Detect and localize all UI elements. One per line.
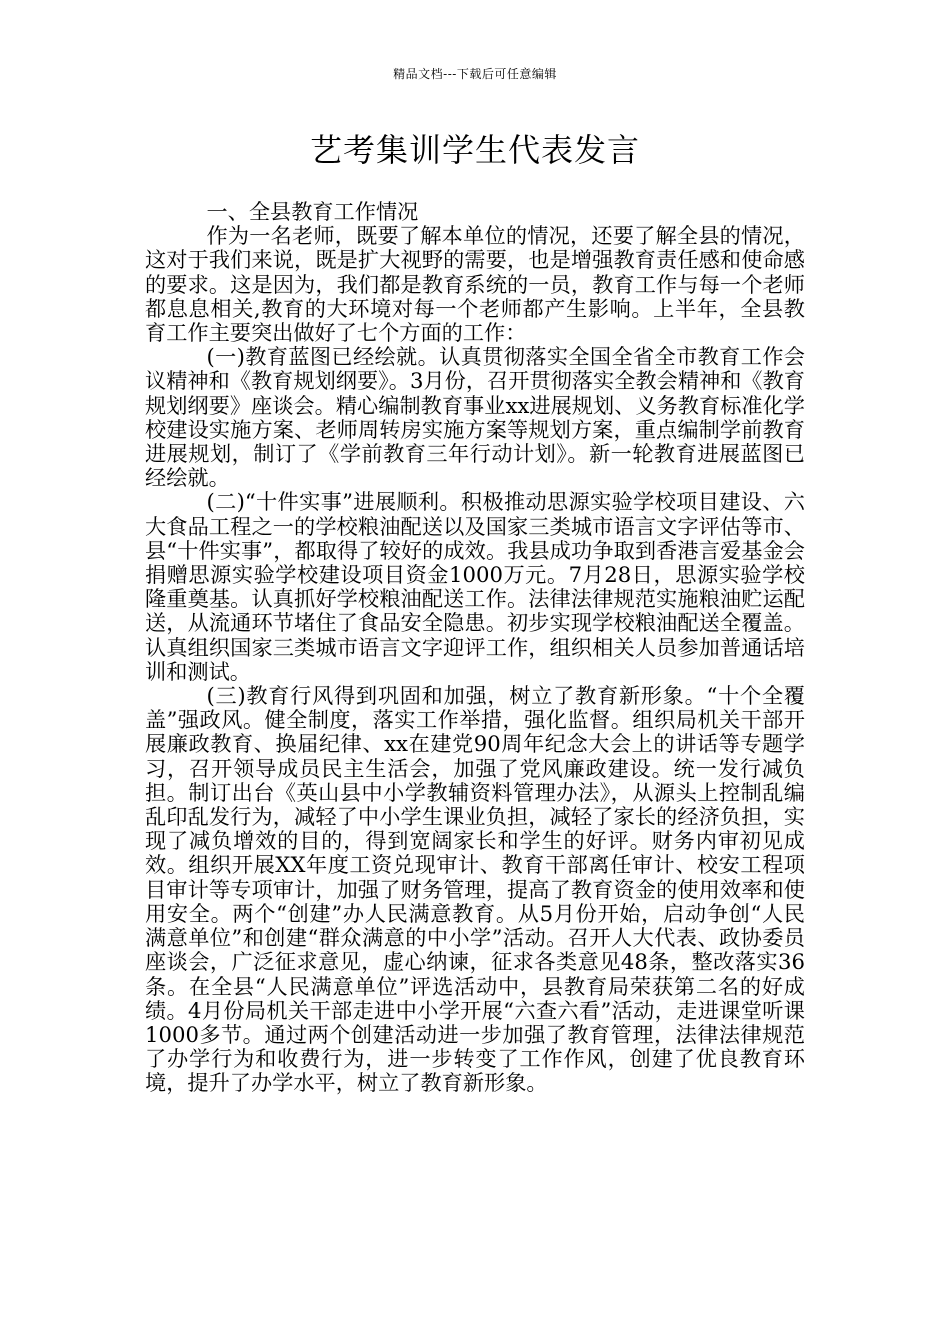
paragraph-item-1: (一)教育蓝图已经绘就。认真贯彻落实全国全省全市教育工作会议精神和《教育规划纲要》。3月份，召开贯彻落实全教会精神和《教育规划纲要》座谈会。精心编制教育事业xx进展规划、义务教育标准化学校建设实施方案、老师周转房实施方案等规划方案，重点编制学前教育进展规划，制订了《学前教育三年行动计划》。新一轮教育进展蓝图已经绘就。	[145, 344, 805, 491]
section-heading: 一、全县教育工作情况	[206, 199, 419, 224]
header-note: 精品文档---下载后可任意编辑	[393, 67, 557, 81]
paragraph-item-2: (二)“十件实事”进展顺利。积极推动思源实验学校项目建设、六大食品工程之一的学校粮油配送以及国家三类城市语言文字评估等市、县“十件实事”，都取得了较好的成效。我县成功争取到香港言爱基金会捐赠思源实验学校建设项目资金1000万元。7月28日，思源实验学校隆重奠基。认真抓好学校粮油配送工作。法律法律规范实施粮油贮运配送，从流通环节堵住了食品安全隐患。初步实现学校粮油配送全覆盖。认真组织国家三类城市语言文字迎评工作，组织相关人员参加普通话培训和测试。	[145, 489, 805, 684]
document-body	[145, 200, 805, 1096]
paragraph-intro: 作为一名老师，既要了解本单位的情况，还要了解全县的情况，这对于我们来说，既是扩大视野的需要，也是增强教育责任感和使命感的要求。这是因为，我们都是教育系统的一员，教育工作与每一个老师都息息相关,教育的大环境对每一个老师都产生影响。上半年，全县教育工作主要突出做好了七个方面的工作：	[145, 223, 805, 346]
paragraph-item-3: (三)教育行风得到巩固和加强，树立了教育新形象。“十个全覆盖”强政风。健全制度，落实工作举措，强化监督。组织局机关干部开展廉政教育、换届纪律、xx在建党90周年纪念大会上的讲话等专题学习，召开领导成员民主生活会，加强了党风廉政建设。统一发行减负担。制订出台《英山县中小学教辅资料管理办法》，从源头上控制乱编乱印乱发行为，减轻了中小学生课业负担，减轻了家长的经济负担，实现了减负增效的目的，得到宽阔家长和学生的好评。财务内审初见成效。组织开展XX年度工资兑现审计、教育干部离任审计、校安工程项目审计等专项审计，加强了财务管理，提高了教育资金的使用效率和使用安全。两个“创建”办人民满意教育。从5月份开始，启动争创“人民满意单位”和创建“群众满意的中小学”活动。召开人大代表、政协委员座谈会，广泛征求意见，虚心纳谏，征求各类意见48条，整改落实36条。在全县“人民满意单位”评选活动中，县教育局荣获第二名的好成绩。4月份局机关干部走进中小学开展“六查六看”活动，走进课堂听课1000多节。通过两个创建活动进一步加强了教育管理，法律法律规范了办学行为和收费行为，进一步转变了工作作风，创建了优良教育环境，提升了办学水平，树立了教育新形象。	[145, 683, 805, 1096]
page-title: 艺考集训学生代表发言	[309, 131, 640, 169]
